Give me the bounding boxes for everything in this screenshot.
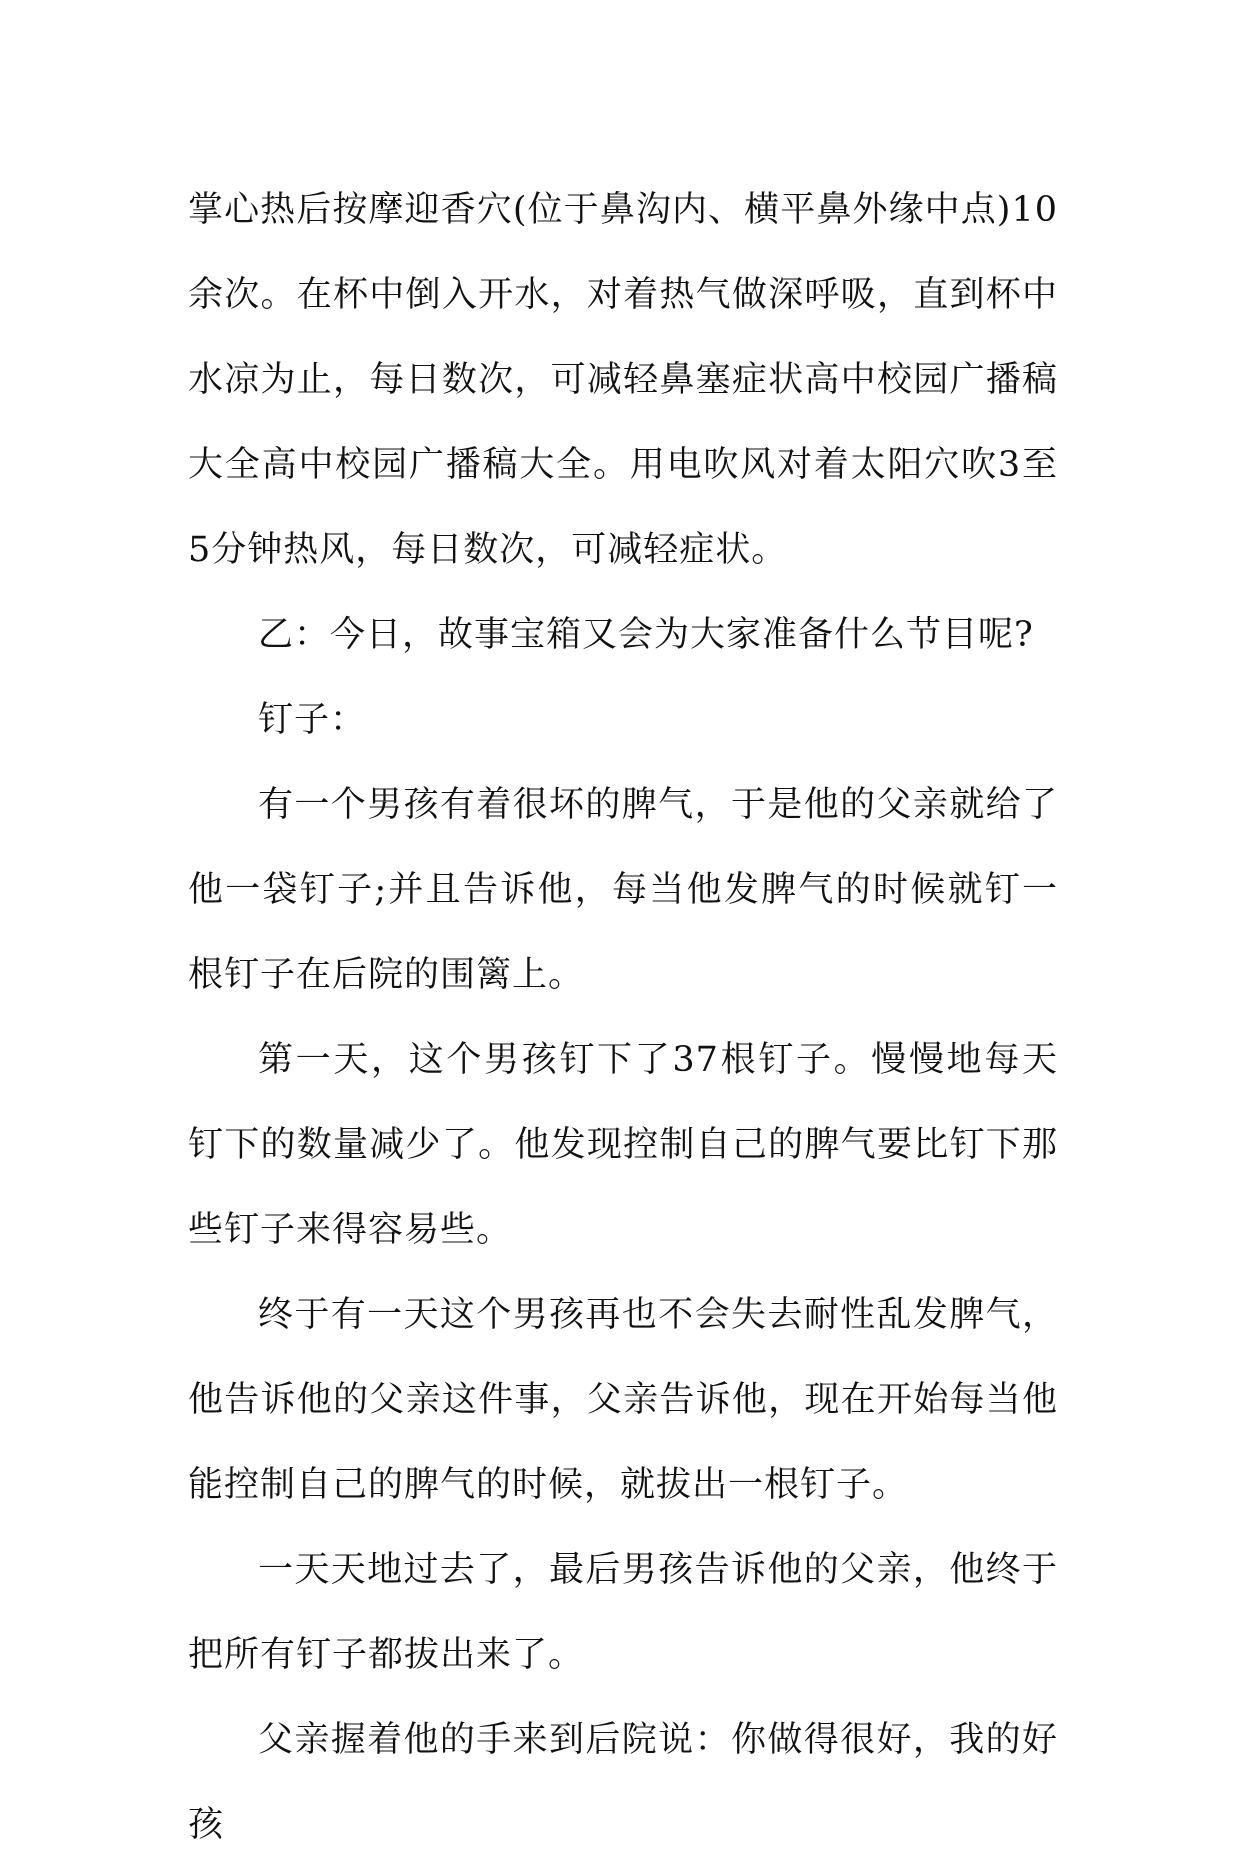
paragraph-3: 钉子： [258, 700, 367, 740]
paragraph-2: 乙：今日，故事宝箱又会为大家准备什么节目呢? [258, 615, 1034, 655]
paragraph-4: 有一个男孩有着很坏的脾气，于是他的父亲就给了他一袋钉子;并且告诉他，每当他发脾气的时候就钉一根钉子在后院的围篱上。 [188, 785, 1058, 995]
paragraph-1: 掌心热后按摩迎香穴(位于鼻沟内、横平鼻外缘中点)10余次。在杯中倒入开水，对着热气做深呼吸，直到杯中水凉为止，每日数次，可减轻鼻塞症状高中校园广播稿大全高中校园广播稿大全。用电吹风对着太阳穴吹3至5分钟热风，每日数次，可减轻症状。 [188, 190, 1058, 570]
paragraph-5: 第一天，这个男孩钉下了37根钉子。慢慢地每天钉下的数量减少了。他发现控制自己的脾气要比钉下那些钉子来得容易些。 [188, 1040, 1058, 1250]
document-body [188, 168, 1058, 1868]
paragraph-8: 父亲握着他的手来到后院说：你做得很好，我的好孩 [188, 1720, 1058, 1845]
paragraph-7: 一天天地过去了，最后男孩告诉他的父亲，他终于把所有钉子都拔出来了。 [188, 1550, 1058, 1675]
paragraph-6: 终于有一天这个男孩再也不会失去耐性乱发脾气，他告诉他的父亲这件事，父亲告诉他，现在开始每当他能控制自己的脾气的时候，就拔出一根钉子。 [188, 1295, 1058, 1505]
